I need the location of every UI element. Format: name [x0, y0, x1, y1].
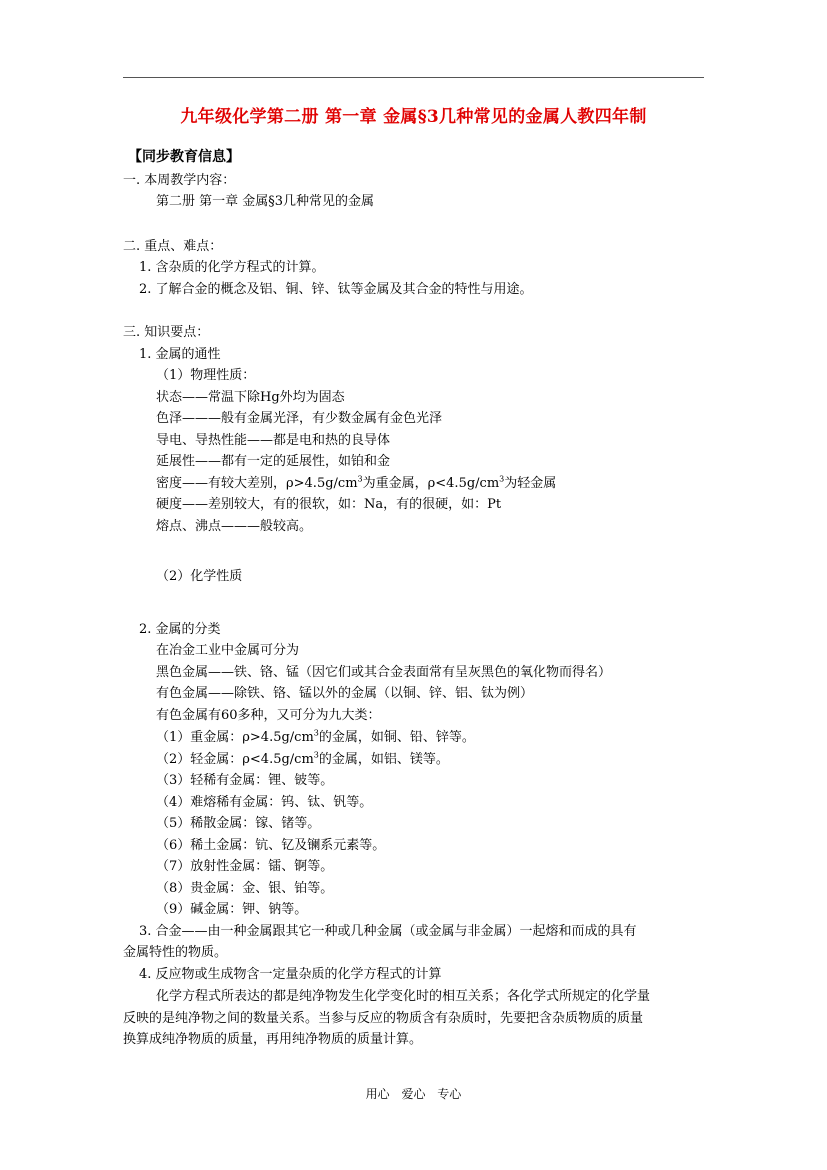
physical-properties-heading: （1）物理性质： — [156, 368, 256, 383]
density-line — [156, 475, 556, 493]
header-rule — [123, 77, 704, 78]
metal-class-line: （9）碱金属：钾、钠等。 — [156, 902, 308, 917]
physical-property-line: 熔点、沸点———般较高。 — [156, 519, 313, 534]
metal-class-line: （7）放射性金属：镭、锕等。 — [156, 859, 334, 874]
superscript: 3 — [357, 474, 363, 484]
density-text: 为轻金属 — [504, 476, 557, 491]
metal-class-line — [156, 729, 475, 747]
point-4-line: 换算成纯净物质的质量，再用纯净物质的质量计算。 — [123, 1032, 423, 1047]
chemical-properties-heading: （2）化学性质 — [156, 569, 243, 584]
section-2-item: 2. 了解合金的概念及铝、铜、锌、钛等金属及其合金的特性与用途。 — [139, 282, 533, 297]
classification-line: 黑色金属——铁、铬、锰（因它们或其合金表面常有呈灰黑色的氧化物而得名） — [156, 665, 612, 680]
section-2-item: 1. 含杂质的化学方程式的计算。 — [139, 260, 325, 275]
section-header: 【同步教育信息】 — [128, 149, 240, 165]
classification-line: 在冶金工业中金属可分为 — [156, 643, 300, 658]
metal-class-line — [156, 751, 449, 769]
point-3-line: 3. 合金——由一种金属跟其它一种或几种金属（或金属与非金属）一起熔和而成的具有 — [139, 924, 637, 939]
metal-class-text: 的金属，如铝、镁等。 — [318, 752, 449, 767]
physical-property-line: 延展性——都有一定的延展性，如铂和金 — [156, 454, 391, 469]
metal-class-text: （2）轻金属：ρ<4.5g/cm — [156, 752, 314, 767]
section-1-heading: 一. 本周教学内容： — [123, 173, 236, 188]
physical-property-line: 色泽———般有金属光泽，有少数金属有金色光泽 — [156, 411, 443, 426]
superscript: 3 — [499, 474, 505, 484]
point-1-title: 1. 金属的通性 — [139, 347, 221, 362]
metal-class-text: （1）重金属：ρ>4.5g/cm — [156, 730, 314, 745]
classification-line: 有色金属有60多种，又可分为九大类： — [156, 708, 381, 723]
section-2-heading: 二. 重点、难点： — [123, 239, 223, 254]
section-1-content: 第二册 第一章 金属§3几种常见的金属 — [156, 194, 375, 209]
page-footer: 用心 爱心 专心 — [365, 1087, 462, 1101]
physical-property-line: 状态——常温下除Hg外均为固态 — [156, 390, 345, 405]
density-text: 为重金属，ρ<4.5g/cm — [362, 476, 500, 491]
classification-line: 有色金属——除铁、铬、锰以外的金属（以铜、锌、铝、钛为例） — [156, 686, 534, 701]
metal-class-line: （3）轻稀有金属：锂、铍等。 — [156, 773, 334, 788]
point-4-title: 4. 反应物或生成物含一定量杂质的化学方程式的计算 — [139, 967, 442, 982]
metal-class-line: （8）贵金属：金、银、铂等。 — [156, 881, 334, 896]
physical-property-line: 硬度——差别较大，有的很软，如：Na，有的很硬，如：Pt — [156, 497, 502, 512]
metal-class-line: （4）难熔稀有金属：钨、钛、钒等。 — [156, 795, 373, 810]
point-4-line: 反映的是纯净物之间的数量关系。当参与反应的物质含有杂质时，先要把含杂质物质的质量 — [123, 1011, 644, 1026]
point-2-title: 2. 金属的分类 — [139, 622, 221, 637]
metal-class-text: 的金属，如铜、铅、锌等。 — [318, 730, 475, 745]
metal-class-line: （5）稀散金属：镓、锗等。 — [156, 816, 321, 831]
point-4-line: 化学方程式所表达的都是纯净物发生化学变化时的相互关系；各化学式所规定的化学量 — [156, 989, 651, 1004]
superscript: 3 — [313, 728, 319, 738]
density-text: 密度——有较大差别，ρ>4.5g/cm — [156, 476, 358, 491]
physical-property-line: 导电、导热性能——都是电和热的良导体 — [156, 433, 391, 448]
metal-class-line: （6）稀土金属：钪、钇及镧系元素等。 — [156, 838, 386, 853]
superscript: 3 — [313, 750, 319, 760]
section-3-heading: 三. 知识要点： — [123, 325, 210, 340]
document-title: 九年级化学第二册 第一章 金属§3几种常见的金属人教四年制 — [180, 107, 647, 127]
point-3-line: 金属特性的物质。 — [123, 945, 228, 960]
